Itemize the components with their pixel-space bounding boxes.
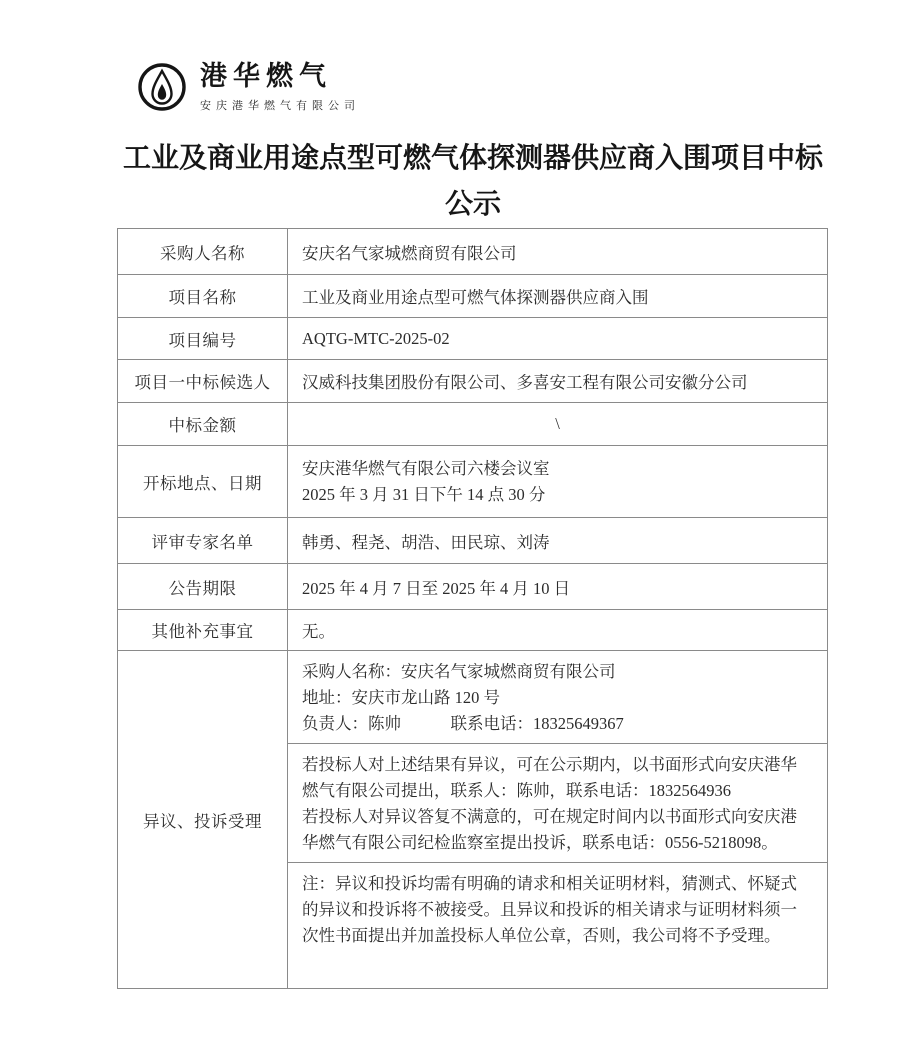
row-label-bid-amount: 中标金额 bbox=[118, 403, 288, 446]
row-value-experts: 韩勇、程尧、胡浩、田民琼、刘涛 bbox=[288, 518, 828, 564]
row-value-project-number: AQTG-MTC-2025-02 bbox=[288, 318, 828, 360]
page-title: 工业及商业用途点型可燃气体探测器供应商入围项目中标公示 bbox=[122, 143, 823, 220]
row-value-publicity-period: 2025 年 4 月 7 日至 2025 年 4 月 10 日 bbox=[288, 564, 828, 610]
table-row bbox=[118, 360, 828, 403]
flame-in-circle-icon bbox=[137, 62, 187, 112]
objection-note-cell bbox=[288, 863, 828, 989]
company-logo bbox=[137, 62, 360, 113]
table-row bbox=[118, 229, 828, 275]
table-row bbox=[118, 518, 828, 564]
row-value-bid-amount: \ bbox=[288, 403, 828, 446]
row-value-other-matters: 无。 bbox=[288, 610, 828, 651]
logo-brand-name: 港华燃气 bbox=[200, 61, 332, 91]
announcement-table bbox=[117, 228, 828, 989]
row-value-candidates: 汉威科技集团股份有限公司、多喜安工程有限公司安徽分公司 bbox=[288, 360, 828, 403]
objection-address: 地址：安庆市龙山路 120 号 bbox=[302, 688, 500, 707]
row-label-opening-place-date: 开标地点、日期 bbox=[118, 446, 288, 518]
logo-text bbox=[200, 62, 360, 113]
row-value-purchaser: 安庆名气家城燃商贸有限公司 bbox=[288, 229, 828, 275]
objection-procedure-para2: 若投标人对异议答复不满意的，可在规定时间内以书面形式向安庆港华燃气有限公司纪检监察室提出投诉，联系电话：0556-5218098。 bbox=[302, 807, 797, 852]
table-row bbox=[118, 318, 828, 360]
opening-place: 安庆港华燃气有限公司六楼会议室 bbox=[302, 458, 550, 478]
row-label-project-name: 项目名称 bbox=[118, 275, 288, 318]
logo-company-subtitle: 安庆港华燃气有限公司 bbox=[200, 99, 360, 112]
row-label-candidates: 项目一中标候选人 bbox=[118, 360, 288, 403]
objection-note-para: 注：异议和投诉均需有明确的请求和相关证明材料，猜测式、怀疑式的异议和投诉将不被接受。且异议和投诉的相关请求与证明材料须一次性书面提出并加盖投标人单位公章，否则，我公司将不予受理。 bbox=[302, 874, 797, 945]
table-row bbox=[118, 610, 828, 651]
objection-procedure-para1: 若投标人对上述结果有异议，可在公示期内，以书面形式向安庆港华燃气有限公司提出，联系人：陈帅，联系电话：1832564936 bbox=[302, 755, 797, 800]
table-row bbox=[118, 275, 828, 318]
objection-procedure-cell bbox=[288, 744, 828, 863]
row-label-other-matters: 其他补充事宜 bbox=[118, 610, 288, 651]
objection-purchaser-name: 采购人名称：安庆名气家城燃商贸有限公司 bbox=[302, 662, 616, 681]
opening-date: 2025 年 3 月 31 日下午 14 点 30 分 bbox=[302, 484, 546, 504]
table-row-objection bbox=[118, 651, 828, 744]
row-label-experts: 评审专家名单 bbox=[118, 518, 288, 564]
table-row bbox=[118, 564, 828, 610]
table-row bbox=[118, 446, 828, 518]
row-label-publicity-period: 公告期限 bbox=[118, 564, 288, 610]
row-value-opening-place-date bbox=[288, 446, 828, 518]
objection-contact-cell bbox=[288, 651, 828, 744]
row-label-project-number: 项目编号 bbox=[118, 318, 288, 360]
table-row bbox=[118, 403, 828, 446]
objection-contact-person: 负责人：陈帅 联系电话：18325649367 bbox=[302, 714, 624, 733]
row-label-purchaser: 采购人名称 bbox=[118, 229, 288, 275]
row-label-objection: 异议、投诉受理 bbox=[118, 651, 288, 989]
row-value-project-name: 工业及商业用途点型可燃气体探测器供应商入围 bbox=[288, 275, 828, 318]
